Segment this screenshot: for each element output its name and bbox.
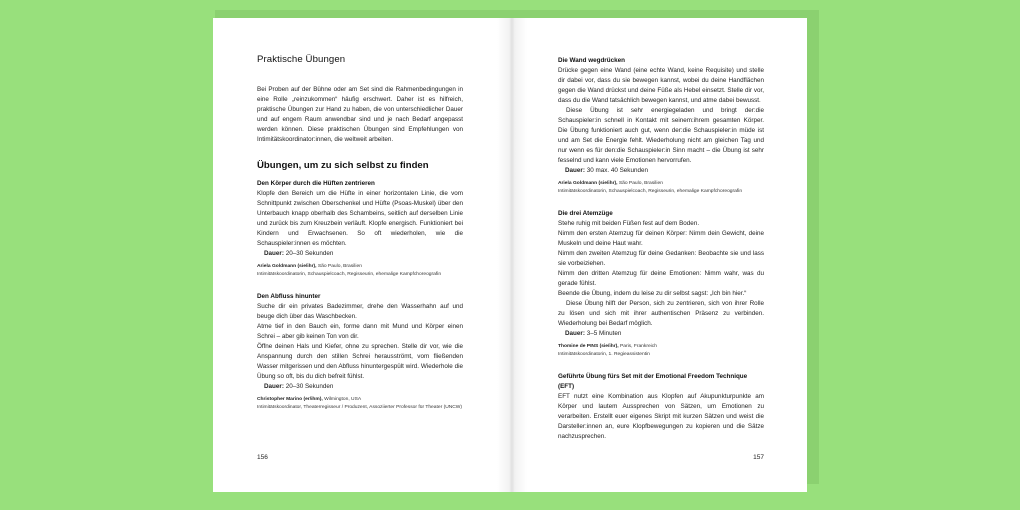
exercise-paragraph: Suche dir ein privates Badezimmer, drehe den Wasserhahn auf und beuge dich über das Waschbecken. [257,303,463,321]
exercise-credit [257,263,463,278]
exercise-duration [257,249,463,259]
exercise-abfluss [257,292,463,411]
credit-roles: Intimitätskoordinatorin, 1. Regieassistentin [558,351,650,357]
exercise-duration [257,382,463,392]
duration-label: Dauer: [264,383,284,391]
exercise-title: Die Wand wegdrücken [558,57,625,64]
duration-value: 3–5 Minuten [586,330,622,338]
left-page [257,18,463,492]
exercise-paragraph: Öffne deinen Hals und Kiefer, ohne zu sprechen. Stelle dir vor, wie die Anspannung durch den stillen Schrei herausströmt, vom fließenden Wasser mitgerissen und den Abfluss hinuntergespült wird. Wiederhole die Übung so oft, bis du dich befreit fühlst. [257,343,463,381]
exercise-paragraph: Nimm den ersten Atemzug für deinen Körper: Nimm dein Gewicht, deine Muskeln und deine Haut wahr. [558,230,764,248]
credit-location: Paris, Frankreich [619,344,657,350]
credit-name: Ariela Goldmann (sie/ihr), [257,264,317,269]
exercise-paragraph: Klopfe den Bereich um die Hüfte in einer horizontalen Linie, die vom Schnittpunkt zwischen Oberschenkel und Hüfte (Psoas-Muskel) über den Unterbauch knapp oberhalb des Schambeins, seitlich auf derselben Linie und zurück bis zum Kreuzbein verläuft. Klopfe energisch. Funktioniert bei Kindern und Erwachsenen. So oft wiederholen, wie die Schauspieler:innen es möchten. [257,190,463,247]
duration-label: Dauer: [264,250,284,257]
credit-roles: Intimitätskoordinator, Theaterregisseur / Produzent, Assoziierter Professor für Theater (UNCW) [257,404,463,410]
exercise-hueften [257,179,463,278]
credit-location: Wilmington, USA [324,397,362,403]
exercise-credit [558,180,764,195]
right-page [558,18,764,492]
intro-paragraph: Bei Proben auf der Bühne oder am Set sind die Rahmenbedingungen in eine Rolle „reinzukommen“ häufig erschwert. Daher ist es hilfreich, praktische Übungen zur Hand zu haben, die von unterschiedlicher Dauer und auf engem Raum anwendbar sind und je nach Bedarf angepasst werden können. Diese praktischen Übungen sind Empfehlungen von Intimitätskoordinator:innen, die weltweit arbeiten. [257,86,463,143]
exercise-title: Den Abfluss hinunter [257,293,321,301]
duration-value: 20–30 Sekunden [285,383,334,391]
duration-value: 30 max. 40 Sekunden [586,167,648,174]
exercise-paragraph: Nimm den dritten Atemzug für deine Emotionen: Nimm wahr, was du gerade fühlst. [558,270,764,288]
exercise-duration [558,166,764,176]
duration-label: Dauer: [565,167,585,174]
credit-name: Christopher Marino (er/ihm), [257,397,323,403]
credit-roles: Intimitätskoordinatorin, Schauspielcoach, Regisseurin, ehemalige Kampfchoreografin [257,271,442,277]
duration-label: Dauer: [565,330,585,338]
exercise-duration [558,329,764,339]
duration-value: 20–30 Sekunden [285,250,334,257]
exercise-body [558,66,764,166]
exercise-paragraph: Atme tief in den Bauch ein, forme dann mit Mund und Körper einen Schrei – aber gib keinen Ton von dir. [257,323,463,341]
exercise-paragraph: Beende die Übung, indem du leise zu dir selbst sagst: „Ich bin hier.“ [558,290,747,298]
exercise-paragraph: Nimm den zweiten Atemzug für deine Gedanken: Beobachte sie und lass sie vorbeiziehen. [558,250,764,268]
exercise-title: Die drei Atemzüge [558,210,613,218]
exercise-credit [257,396,463,411]
exercise-title: Den Körper durch die Hüften zentrieren [257,180,375,187]
exercise-title: Geführte Übung fürs Set mit der Emotional Freedom Technique (EFT) [558,373,748,391]
credit-location: São Paulo, Brasilien [317,264,362,269]
exercise-body [257,302,463,382]
exercise-wand [558,56,764,195]
exercise-body [558,219,764,329]
credit-location: São Paulo, Brasilien [618,181,663,186]
credit-name: Ariela Goldmann (sie/ihr), [558,181,618,186]
section-title: Übungen, um zu sich selbst zu finden [257,160,429,171]
exercise-paragraph: Drücke gegen eine Wand (eine echte Wand, keine Requisite) und stelle dir dabei vor, dass du sie bewegen kannst, wobei du deine Handflächen gegen die Wand drückst und deine Füße als Hebel einsetzt. Stelle dir vor, dass du die Wand tatsächlich bewegen kannst, und atme dabei bewusst. [558,67,764,104]
exercise-paragraph: Diese Übung ist sehr energiegeladen und bringt der:die Schauspieler:in schnell in Kontakt mit seinem:ihrem gesamten Körper. Die Übung funktioniert auch gut, wenn der:die Schauspieler:in müde ist und am Set die Energie fehlt. Wiederholung nicht am gleichen Tag und nur wenn es für den:die Schauspieler:in Sinn macht – die Übung ist sehr fesselnd und kann viele Emotionen hervorrufen. [558,107,764,164]
exercise-credit [558,343,764,358]
exercise-eft [558,372,764,442]
exercise-body [257,189,463,249]
exercise-paragraph: Stehe ruhig mit beiden Füßen fest auf dem Boden. [558,220,700,228]
credit-roles: Intimitätskoordinatorin, Schauspielcoach, Regisseurin, ehemalige Kampfchoreografin [558,188,743,194]
exercise-paragraph: EFT nutzt eine Kombination aus Klopfen auf Akupunkturpunkte am Körper und lautem Aussprechen von Sätzen, um Emotionen zu verarbeiten. Erstellt euer eigenes Skript mit kurzen Sätzen und weist die Darsteller:innen an, eure Klopfbewegungen zu kopieren und die Sätze nachzusprechen. [558,393,764,441]
book-spine [497,18,527,492]
credit-name: Thomine de PINS (sie/ihr), [558,344,619,350]
exercise-paragraph: Diese Übung hilft der Person, sich zu zentrieren, sich von ihrer Rolle zu lösen und sich mit ihrer authentischen Präsenz zu verbinden. Wiederholung bei Bedarf möglich. [558,300,764,328]
page-number: 156 [257,454,268,461]
chapter-title: Praktische Übungen [257,54,346,65]
exercise-atemzuege [558,209,764,358]
page-number: 157 [753,454,764,461]
open-book [213,18,807,492]
exercise-body [558,392,764,442]
